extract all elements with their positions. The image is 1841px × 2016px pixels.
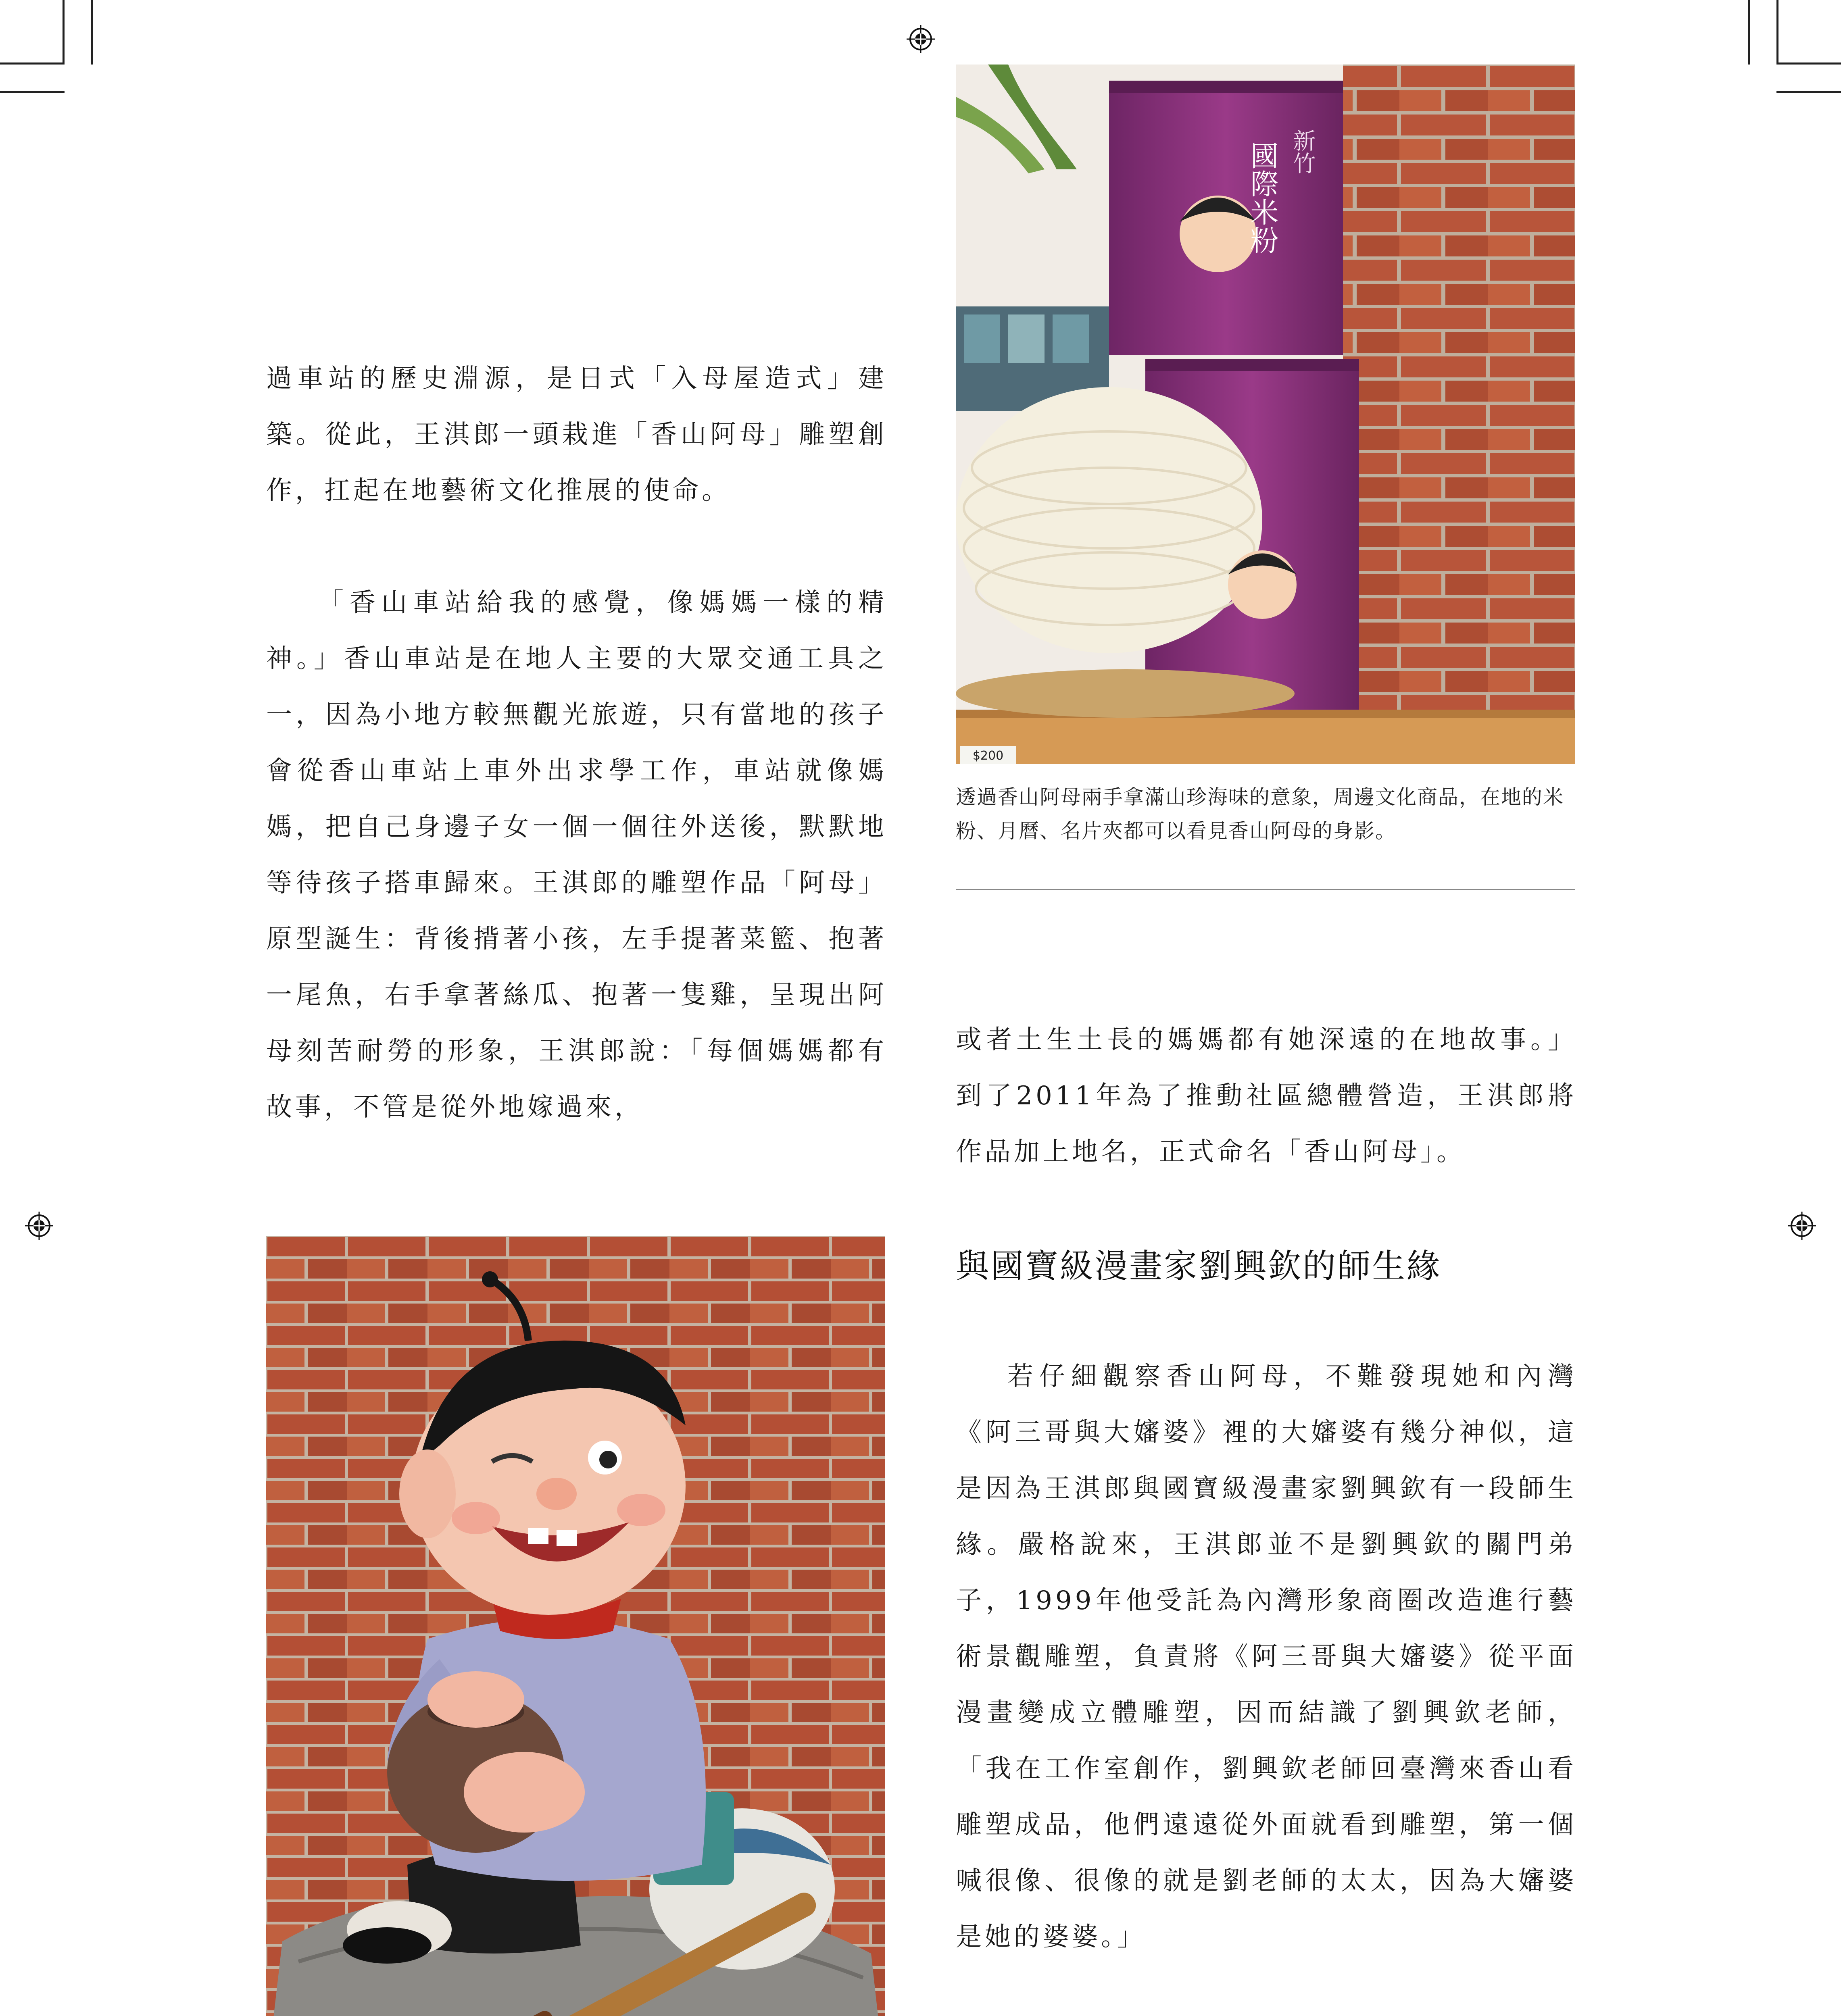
registration-mark-left — [25, 1212, 53, 1240]
caption-top-right: 透過香山阿母兩手拿滿山珍海味的意象，周邊文化商品，在地的米粉、月曆、名片夾都可以看見香山阿母的身影。 — [956, 785, 1564, 843]
right-column-continuation — [956, 1012, 1577, 1180]
box-title-label: 國際米粉 — [1246, 141, 1279, 254]
photo-auntie-sculpture — [266, 1236, 885, 2016]
caption-divider — [956, 889, 1575, 890]
registration-mark-right — [1788, 1212, 1816, 1240]
price-tag: $200 — [972, 749, 1004, 763]
left-paragraph-1: 過車站的歷史淵源，是日式「入母屋造式」建築。從此，王淇郎一頭栽進「香山阿母」雕塑創作，扛起在地藝術文化推展的使命。 — [266, 364, 887, 506]
section-heading: 與國寶級漫畫家劉興欽的師生緣 — [956, 1247, 1442, 1285]
left-paragraph-2: 「香山車站給我的感覺，像媽媽一樣的精神。」香山車站是在地人主要的大眾交通工具之一，因為小地方較無觀光旅遊，只有當地的孩子會從香山車站上車外出求學工作，車站就像媽媽，把自己身邊子女一個一個往外送後，默默地等待孩子搭車歸來。王淇郎的雕塑作品「阿母」原型誕生：背後揹著小孩，左手提著菜籃、抱著一尾魚，右手拿著絲瓜、抱著一隻雞，呈現出阿母刻苦耐勞的形象，王淇郎說：「每個媽媽都有故事，不管是從外地嫁過來， — [266, 588, 887, 1122]
box-brand-label: 新竹 — [1289, 129, 1316, 174]
right-continuation-paragraph: 或者土生土長的媽媽都有她深遠的在地故事。」到了2011年為了推動社區總體營造，王淇郎將作品加上地名，正式命名「香山阿母」。 — [956, 1025, 1577, 1167]
registration-mark-top — [907, 25, 935, 53]
photo-rice-noodle-boxes — [956, 65, 1575, 764]
left-column-text — [266, 351, 887, 1135]
right-paragraph-1: 若仔細觀察香山阿母，不難發現她和內灣《阿三哥與大嬸婆》裡的大嬸婆有幾分神似，這是因為王淇郎與國寶級漫畫家劉興欽有一段師生緣。嚴格說來，王淇郎並不是劉興欽的關門弟子，1999年他受託為內灣形象商圈改造進行藝術景觀雕塑，負責將《阿三哥與大嬸婆》從平面漫畫變成立體雕塑，因而結識了劉興欽老師，「我在工作室創作，劉興欽老師回臺灣來香山看雕塑成品，他們遠遠從外面就看到雕塑，第一個喊很像、很像的就是劉老師的太太，因為大嬸婆是她的婆婆。」 — [956, 1362, 1577, 1952]
right-column-text — [956, 1349, 1577, 2016]
